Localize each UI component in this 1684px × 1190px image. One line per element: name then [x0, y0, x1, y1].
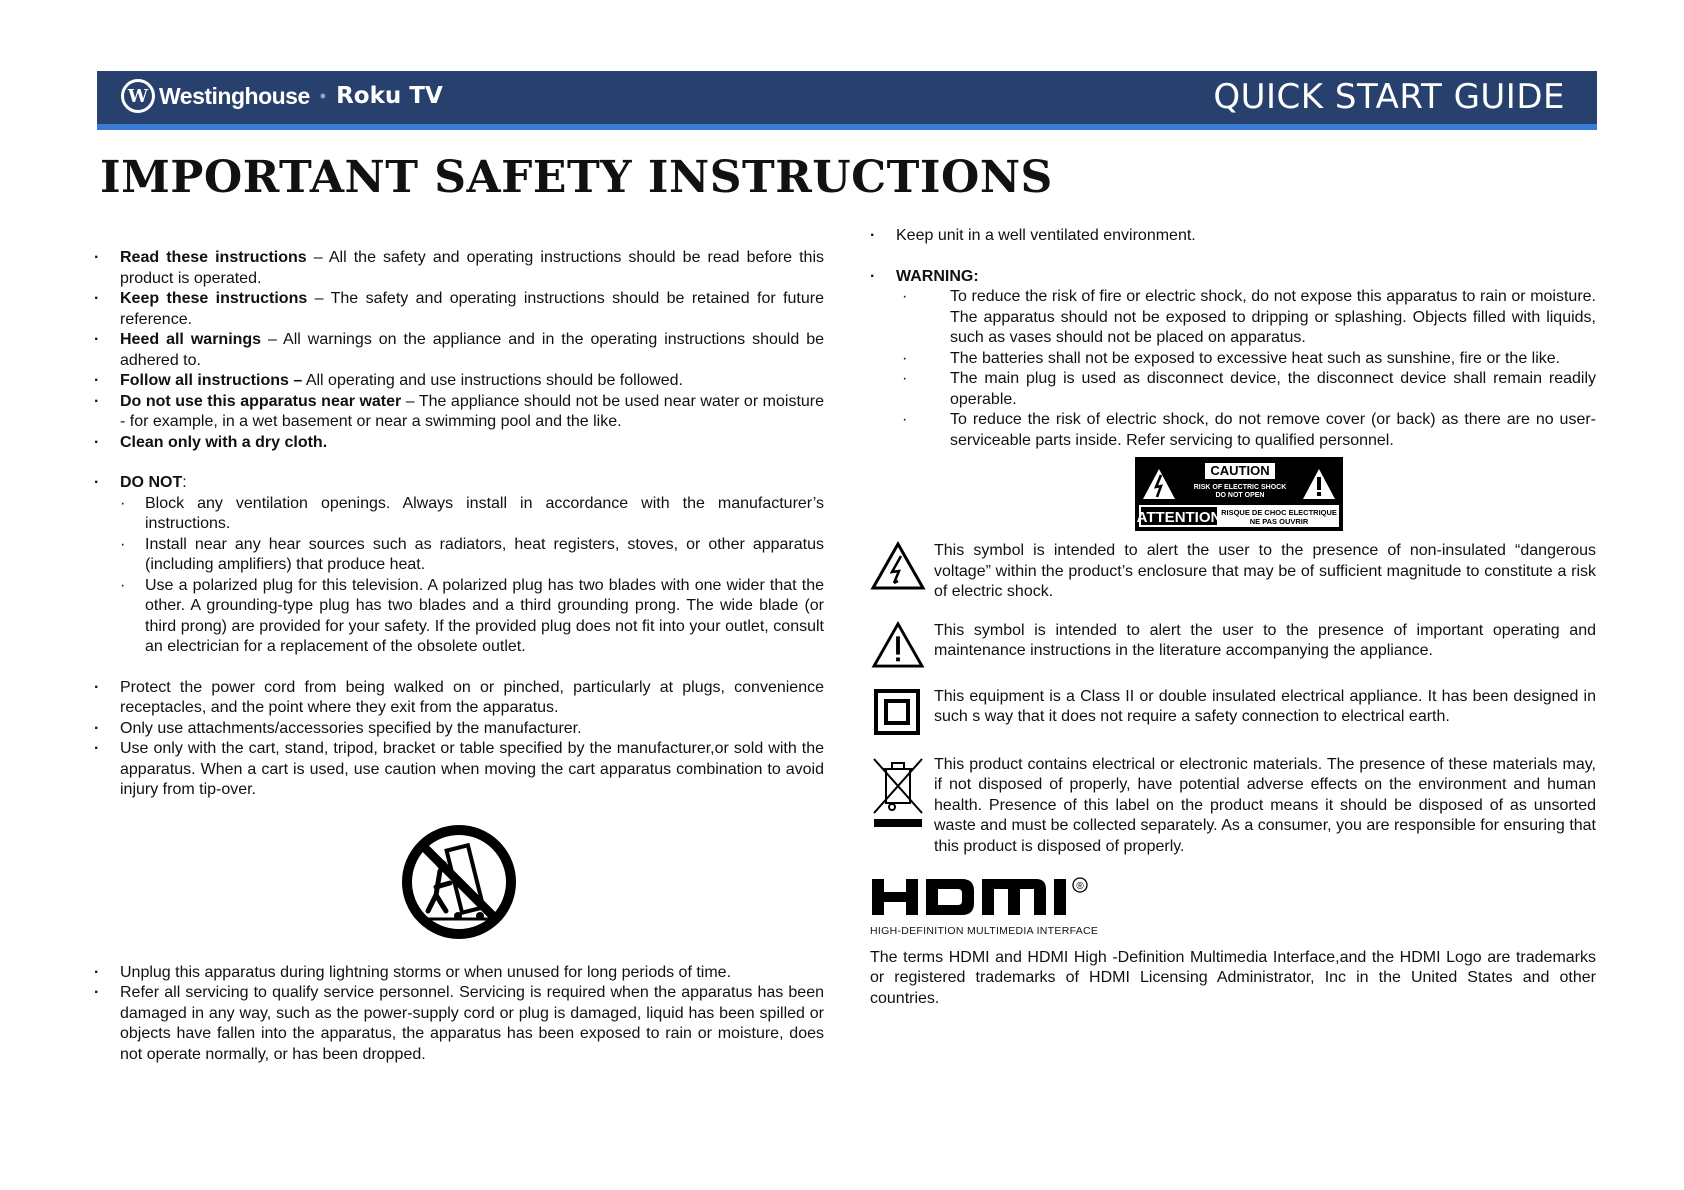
symbol-row: [870, 755, 1596, 858]
hdmi-registered-mark: ®: [1076, 881, 1084, 892]
ventilation-list: [870, 226, 1596, 247]
list-item: · Install near any hear sources such as radiators, heat registers, stoves, or other apparatus (including amplifiers) that produce heat.: [94, 535, 824, 576]
do-not-list: [94, 473, 824, 658]
symbol-row: [870, 541, 1596, 603]
list-item: · Heed all warnings – All warnings on the appliance and in the operating instructions should be adhered to.: [94, 330, 824, 371]
list-item: · Keep unit in a well ventilated environment.: [870, 226, 1596, 247]
list-item: · Refer all servicing to qualify service personnel. Servicing is required when the apparatus has been damaged in any way, such as the power-supply cord or plug is damaged, liquid has been spilled or objects have fallen into the apparatus, the apparatus has been exposed to rain or moisture, does not operate normally, or has been dropped.: [94, 983, 824, 1065]
exclamation-triangle-icon: [870, 621, 926, 669]
page-title: IMPORTANT SAFETY INSTRUCTIONS: [100, 152, 1053, 203]
list-item: · Keep these instructions – The safety and operating instructions should be retained for future reference.: [94, 289, 824, 330]
warning-list: [870, 267, 1596, 452]
caution-text: CAUTION: [1210, 463, 1270, 478]
double-square-icon: [870, 687, 926, 737]
do-not-heading: · DO NOT:: [94, 473, 824, 494]
brand-separator: •: [319, 85, 327, 106]
list-item: · The batteries shall not be exposed to excessive heat such as sunshine, fire or the like.: [870, 349, 1596, 370]
hdmi-subtitle: HIGH-DEFINITION MULTIMEDIA INTERFACE: [870, 925, 1099, 937]
list-item: · To reduce the risk of fire or electric shock, do not expose this apparatus to rain or moisture. The apparatus should not be exposed to dripping or splashing. Objects filled with liquids, such as vases should not be placed on apparatus.: [870, 287, 1596, 349]
list-item: · Block any ventilation openings. Always install in accordance with the manufacturer’s instructions.: [94, 494, 824, 535]
lightning-triangle-icon: [870, 541, 926, 591]
do-not-open-text: DO NOT OPEN: [1215, 492, 1265, 499]
hdmi-block: [870, 875, 1596, 1009]
ne-pas-ouvrir-text: NE PAS OUVRIR: [1249, 517, 1309, 526]
cart-tip-over-icon: [402, 825, 516, 939]
symbol-text: This symbol is intended to alert the user to the presence of non-insulated “dangerous voltage” within the product’s enclosure that may be of sufficient magnitude to constitute a risk of electric shock.: [934, 542, 1596, 600]
symbol-row: [870, 687, 1596, 737]
symbol-text: This symbol is intended to alert the user to the presence of important operating and maintenance instructions in the literature accompanying the appliance.: [934, 621, 1596, 659]
caution-label: [1135, 457, 1343, 531]
attention-text: ATTENTION: [1136, 509, 1222, 526]
symbol-text: This product contains electrical or electronic materials. The presence of these materials may, if not disposed of properly, have potential adverse effects on the environment and human health. Presence of this label on the product means it should be disposed of as unsorted waste and must be collected separately. As a consumer, you are responsible for ensuring that this product is disposed of properly.: [934, 755, 1596, 855]
symbol-text: This equipment is a Class II or double insulated electrical appliance. It has been designed in such s way that it does not require a safety connection to electrical earth.: [934, 687, 1596, 725]
header-title: QUICK START GUIDE: [1213, 77, 1565, 117]
westinghouse-logo-icon: [121, 79, 155, 113]
list-item: · Do not use this apparatus near water – The appliance should not be used near water or moisture - for example, in a wet basement or near a swimming pool and the like.: [94, 392, 824, 433]
warning-heading: · WARNING:: [870, 267, 1596, 288]
list-item: · Unplug this apparatus during lightning storms or when unused for long periods of time.: [94, 963, 824, 984]
list-item: · Protect the power cord from being walked on or pinched, particularly at plugs, convenience receptacles, and the point where they exit from the apparatus.: [94, 678, 824, 719]
hdmi-logo: [870, 875, 1120, 919]
list-item: · To reduce the risk of electric shock, do not remove cover (or back) as there are no user-serviceable parts inside. Refer servicing to qualified personnel.: [870, 410, 1596, 451]
instruction-list: [94, 248, 824, 453]
risk-text: RISK OF ELECTRIC SHOCK: [1193, 484, 1287, 491]
instruction-list-2: [94, 678, 824, 801]
crossed-bin-icon: [870, 755, 926, 831]
left-column: [94, 248, 824, 1065]
risque-text: RISQUE DE CHOC ELECTRIQUE: [1221, 508, 1337, 517]
brand: [121, 79, 443, 113]
list-item: · Clean only with a dry cloth.: [94, 433, 824, 454]
list-item: · Read these instructions – All the safety and operating instructions should be read before this product is operated.: [94, 248, 824, 289]
brand-partner: Roku TV: [336, 83, 443, 109]
list-item: · Follow all instructions – All operating and use instructions should be followed.: [94, 371, 824, 392]
instruction-list-3: [94, 963, 824, 1066]
hdmi-trademark-text: The terms HDMI and HDMI High -Definition Multimedia Interface,and the HDMI Logo are trademarks or registered trademarks of HDMI Licensing Administrator, Inc in the United States and other countries.: [870, 948, 1596, 1007]
brand-initial: W: [127, 85, 149, 107]
right-column: [870, 226, 1596, 1009]
brand-name: Westinghouse: [159, 82, 310, 109]
header-bar: [97, 71, 1597, 130]
list-item: · The main plug is used as disconnect device, the disconnect device shall remain readily operable.: [870, 369, 1596, 410]
list-item: · Only use attachments/accessories specified by the manufacturer.: [94, 719, 824, 740]
symbol-row: [870, 621, 1596, 669]
list-item: · Use a polarized plug for this television. A polarized plug has two blades with one wider that the other. A grounding-type plug has two blades and a third grounding prong. The wide blade (or third prong) are provided for your safety. If the provided plug does not fit into your outlet, consult an electrician for a replacement of the obsolete outlet.: [94, 576, 824, 658]
list-item: · Use only with the cart, stand, tripod, bracket or table specified by the manufacturer,or sold with the apparatus. When a cart is used, use caution when moving the cart apparatus combination to avoid injury from tip-over.: [94, 739, 824, 801]
